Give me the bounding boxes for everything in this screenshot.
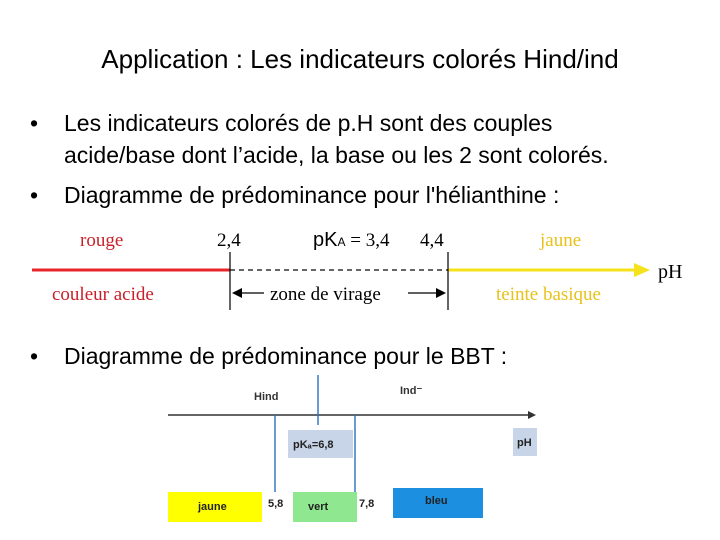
label-pk-low: 2,4 bbox=[217, 230, 241, 251]
label-bbt-low: 5,8 bbox=[268, 498, 284, 510]
bullet-marker: • bbox=[30, 110, 39, 136]
label-hind: Hind bbox=[254, 391, 279, 403]
bullet-text-line2: acide/base dont l’acide, la base ou les 2 sont colorés. bbox=[64, 142, 609, 168]
bullet-text: Diagramme de prédominance pour l'hélianthine : bbox=[64, 182, 560, 208]
bullet-text: Diagramme de prédominance pour le BBT : bbox=[64, 343, 508, 369]
label-ph-axis: pH bbox=[658, 261, 683, 283]
label-bbt-bleu: bleu bbox=[425, 495, 448, 507]
label-bbt-vert: vert bbox=[308, 501, 329, 513]
label-turn-zone: zone de virage bbox=[270, 284, 381, 305]
label-bbt-high: 7,8 bbox=[359, 498, 375, 510]
label-jaune: jaune bbox=[540, 230, 582, 251]
label-pka: pKA = 3,4 bbox=[313, 229, 390, 251]
slide-title: Application : Les indicateurs colorés Hind/ind bbox=[101, 44, 619, 74]
label-base-zone: teinte basique bbox=[496, 284, 601, 305]
label-bbt-pka: pKₐ=6,8 bbox=[293, 439, 334, 451]
label-bbt-ph: pH bbox=[517, 437, 532, 449]
bullet-marker: • bbox=[30, 343, 39, 369]
label-rouge: rouge bbox=[80, 230, 124, 251]
label-ind: Ind⁻ bbox=[400, 385, 423, 397]
bullet-marker: • bbox=[30, 182, 39, 208]
label-acid-zone: couleur acide bbox=[52, 284, 154, 305]
bullet-text-line1: Les indicateurs colorés de p.H sont des couples bbox=[64, 110, 553, 136]
label-bbt-jaune: jaune bbox=[198, 501, 227, 513]
label-pk-high: 4,4 bbox=[420, 230, 444, 251]
bbt-axis-arrowhead-icon bbox=[528, 411, 536, 419]
